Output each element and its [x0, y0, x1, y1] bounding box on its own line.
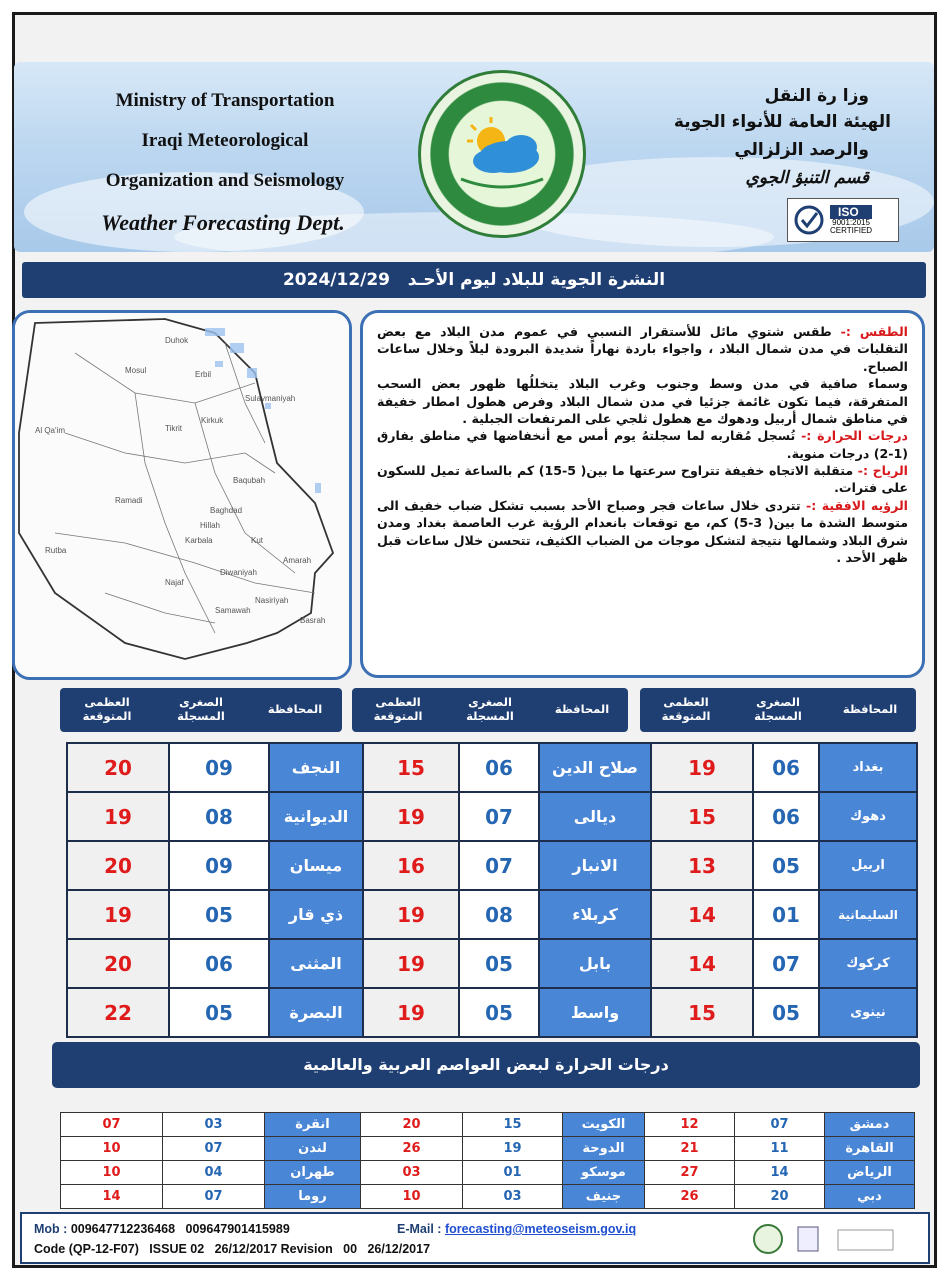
capital-min: 03 [163, 1113, 265, 1137]
province-name: السليمانية [819, 890, 917, 939]
capital-max: 14 [61, 1185, 163, 1209]
ar-ministry: وزا رة النقل [764, 86, 869, 106]
map-label: Erbil [195, 370, 212, 379]
max-temp: 20 [67, 743, 169, 792]
header-province: المحافظة [267, 702, 323, 717]
max-temp: 19 [363, 939, 459, 988]
province-temperature-table [66, 742, 918, 1038]
capital-min: 07 [163, 1137, 265, 1161]
iso-check-icon [794, 205, 824, 235]
ar-org-line1: الهيئة العامة للأنواء الجوية [673, 112, 891, 132]
email-block [397, 1222, 636, 1236]
map-label: Baqubah [233, 476, 266, 485]
max-temp: 19 [363, 792, 459, 841]
iso-label: ISO [830, 205, 872, 219]
map-label: Najaf [165, 578, 184, 587]
header-province: المحافظة [842, 702, 898, 717]
map-label: Ramadi [115, 496, 143, 505]
visibility-label: الرؤيه الافقية :- [806, 497, 908, 513]
province-name: المثنى [269, 939, 363, 988]
table-row [67, 743, 917, 792]
capital-name: موسكو [563, 1161, 645, 1185]
capitals-title: درجات الحرارة لبعض العواصم العربية والعالمية [52, 1042, 920, 1088]
province-name: نينوى [819, 988, 917, 1037]
mobile-label: Mob : [34, 1222, 68, 1236]
iso-standard: 9001:2015 [832, 218, 870, 227]
header-min: الصغرى المسجلة [466, 695, 514, 723]
max-temp: 15 [651, 988, 753, 1037]
iso-badge [787, 198, 899, 242]
capital-min: 19 [463, 1137, 563, 1161]
capital-min: 01 [463, 1161, 563, 1185]
capital-max: 26 [645, 1185, 735, 1209]
en-org-line1: Iraqi Meteorological [141, 130, 309, 151]
map-label: Kirkuk [201, 416, 224, 425]
capital-min: 07 [163, 1185, 265, 1209]
min-temp: 05 [459, 939, 539, 988]
province-name: النجف [269, 743, 363, 792]
email-label: E-Mail : [397, 1222, 442, 1236]
map-label: Diwaniyah [220, 568, 257, 577]
map-label: Al Qa'im [35, 426, 65, 435]
logo-icon [421, 73, 583, 235]
table-header-group [640, 688, 916, 732]
province-name: كركوك [819, 939, 917, 988]
map-label: Samawah [215, 606, 251, 615]
capital-name: روما [265, 1185, 361, 1209]
max-temp: 16 [363, 841, 459, 890]
ar-org-line2: والرصد الزلزالي [734, 140, 869, 160]
capital-min: 07 [735, 1113, 825, 1137]
province-name: واسط [539, 988, 651, 1037]
capital-name: الرياض [825, 1161, 915, 1185]
capital-max: 10 [61, 1161, 163, 1185]
mobile-numbers [34, 1222, 290, 1236]
email-link[interactable]: forecasting@meteoseism.gov.iq [444, 1222, 637, 1236]
temperature-label: درجات الحرارة :- [801, 428, 909, 444]
map-label: Basrah [300, 616, 326, 625]
bulletin-heading: النشرة الجوية للبلاد ليوم الأحـد [407, 270, 666, 290]
min-temp: 06 [753, 792, 819, 841]
header-max: العظمى المتوقعة [661, 695, 711, 723]
province-name: صلاح الدين [539, 743, 651, 792]
capital-max: 10 [361, 1185, 463, 1209]
min-temp: 06 [459, 743, 539, 792]
capital-min: 14 [735, 1161, 825, 1185]
weather-label: الطقس :- [840, 324, 908, 339]
organization-logo [418, 70, 586, 238]
province-name: الانبار [539, 841, 651, 890]
min-temp: 01 [753, 890, 819, 939]
wind-label: الرياح :- [857, 463, 909, 478]
iraq-weather-map [12, 310, 352, 680]
capital-name: طهران [265, 1161, 361, 1185]
table-row [61, 1161, 915, 1185]
map-label: Nasiriyah [255, 596, 289, 605]
table-row [67, 939, 917, 988]
capital-name: القاهرة [825, 1137, 915, 1161]
max-temp: 19 [67, 890, 169, 939]
ar-dept: قسم التنبؤ الجوي [745, 168, 869, 188]
table-row [67, 792, 917, 841]
capital-max: 26 [361, 1137, 463, 1161]
table-row [67, 988, 917, 1037]
province-name: ميسان [269, 841, 363, 890]
max-temp: 19 [67, 792, 169, 841]
capital-max: 03 [361, 1161, 463, 1185]
capital-min: 20 [735, 1185, 825, 1209]
capital-name: الدوحة [563, 1137, 645, 1161]
province-name: ذي قار [269, 890, 363, 939]
table-row [67, 890, 917, 939]
province-name: البصرة [269, 988, 363, 1037]
capital-max: 20 [361, 1113, 463, 1137]
weather-text: طقس شتوي مائل للأستقرار النسبي في عموم مدن البلاد مع بعض التقلبات في مدن شمال البلاد ، واجواء باردة نهاراً شديدة البرودة ليلاً وخلال ساعات الصباح. [377, 324, 908, 374]
wind-text: متقلبة الاتجاه خفيفة تتراوح سرعتها ما بين( 5-15) كم بالساعة تميل للسكون على فترات. [377, 463, 908, 496]
capital-min: 04 [163, 1161, 265, 1185]
min-temp: 06 [169, 939, 269, 988]
capital-max: 12 [645, 1113, 735, 1137]
map-label: Amarah [283, 556, 312, 565]
map-label: Kut [251, 536, 264, 545]
min-temp: 08 [169, 792, 269, 841]
mobile-value: 009647712236468 009647901415989 [70, 1222, 290, 1236]
header-min: الصغرى المسجلة [754, 695, 802, 723]
province-name: ديالى [539, 792, 651, 841]
max-temp: 19 [363, 890, 459, 939]
capital-min: 03 [463, 1185, 563, 1209]
capital-min: 15 [463, 1113, 563, 1137]
max-temp: 14 [651, 939, 753, 988]
max-temp: 13 [651, 841, 753, 890]
min-temp: 05 [169, 988, 269, 1037]
table-row [61, 1185, 915, 1209]
map-label: Baghdad [210, 506, 243, 515]
table-row [67, 841, 917, 890]
en-org-line2: Organization and Seismology [105, 170, 345, 191]
header-province: المحافظة [554, 702, 610, 717]
visibility-text: تتردى خلال ساعات فجر وصباح الأحد بسبب تشكل ضباب خفيف الى متوسط الشدة ما بين( 3-5) كم، مع توقعات بانعدام الرؤية غرب العاصمة بغداد ومدن شرق البلاد وشمالها نتيجة لتشكل موجات من الضباب الكثيف، تتحسن خلال ساعات قبل ظهر الأحد . [377, 497, 909, 565]
max-temp: 15 [363, 743, 459, 792]
header-min: الصغرى المسجلة [177, 695, 225, 723]
capitals-table [60, 1112, 915, 1209]
document-code: Code (QP-12-F07) ISSUE 02 26/12/2017 Revision 00 26/12/2017 [34, 1242, 431, 1256]
capital-max: 10 [61, 1137, 163, 1161]
capital-name: دمشق [825, 1113, 915, 1137]
map-label: Karbala [185, 536, 213, 545]
province-name: بابل [539, 939, 651, 988]
min-temp: 05 [169, 890, 269, 939]
capital-min: 11 [735, 1137, 825, 1161]
capital-name: الكويت [563, 1113, 645, 1137]
min-temp: 05 [459, 988, 539, 1037]
max-temp: 19 [651, 743, 753, 792]
table-row [61, 1113, 915, 1137]
table-header-group [352, 688, 628, 732]
map-label: Sulaymaniyah [245, 394, 296, 403]
capital-name: لندن [265, 1137, 361, 1161]
max-temp: 22 [67, 988, 169, 1037]
map-label: Rutba [45, 546, 67, 555]
header-max: العظمى المتوقعة [373, 695, 423, 723]
forecast-text [360, 310, 925, 678]
capital-max: 21 [645, 1137, 735, 1161]
capital-max: 27 [645, 1161, 735, 1185]
max-temp: 14 [651, 890, 753, 939]
map-label: Duhok [165, 336, 189, 345]
min-temp: 07 [459, 841, 539, 890]
capital-name: انقرة [265, 1113, 361, 1137]
province-name: كربلاء [539, 890, 651, 939]
en-dept: Weather Forecasting Dept. [101, 210, 345, 235]
min-temp: 07 [753, 939, 819, 988]
min-temp: 07 [459, 792, 539, 841]
iso-certified: CERTIFIED [830, 226, 873, 235]
table-header-group [60, 688, 342, 732]
en-ministry: Ministry of Transportation [115, 90, 335, 111]
map-drawing [15, 313, 349, 677]
weather-text-2: وسماء صافية في مدن وسط وجنوب وغرب البلاد يتخللُها ظهور بعض السحب المتفرقة، فيما تكون غائمة جزئيا في مدن شمال البلاد وفرص هطول امطار خفيفة في مناطق شمال أربيل ودهوك مع هطول ثلجي على المرتفعات الجبلية . [377, 376, 908, 426]
max-temp: 20 [67, 841, 169, 890]
min-temp: 06 [753, 743, 819, 792]
province-name: اربيل [819, 841, 917, 890]
province-name: بغداد [819, 743, 917, 792]
min-temp: 09 [169, 841, 269, 890]
accreditation-icons [748, 1222, 898, 1256]
min-temp: 08 [459, 890, 539, 939]
min-temp: 05 [753, 988, 819, 1037]
map-label: Tikrit [165, 424, 183, 433]
capital-name: جنيف [563, 1185, 645, 1209]
table-row [61, 1137, 915, 1161]
footer [20, 1212, 930, 1264]
capital-name: دبي [825, 1185, 915, 1209]
min-temp: 05 [753, 841, 819, 890]
bulletin-date: 2024/12/29 [282, 270, 391, 290]
province-name: الديوانية [269, 792, 363, 841]
max-temp: 19 [363, 988, 459, 1037]
map-label: Mosul [125, 366, 147, 375]
province-name: دهوك [819, 792, 917, 841]
map-label: Hillah [200, 521, 221, 530]
min-temp: 09 [169, 743, 269, 792]
capital-max: 07 [61, 1113, 163, 1137]
temperature-text: تُسجل مُقاربه لما سجلتهُ يوم أمس مع أنخفاضها في مناطق بفارق (1-2) درجات منوية. [377, 428, 908, 461]
bulletin-title [22, 262, 926, 298]
max-temp: 15 [651, 792, 753, 841]
header-max: العظمى المتوقعة [82, 695, 132, 723]
max-temp: 20 [67, 939, 169, 988]
